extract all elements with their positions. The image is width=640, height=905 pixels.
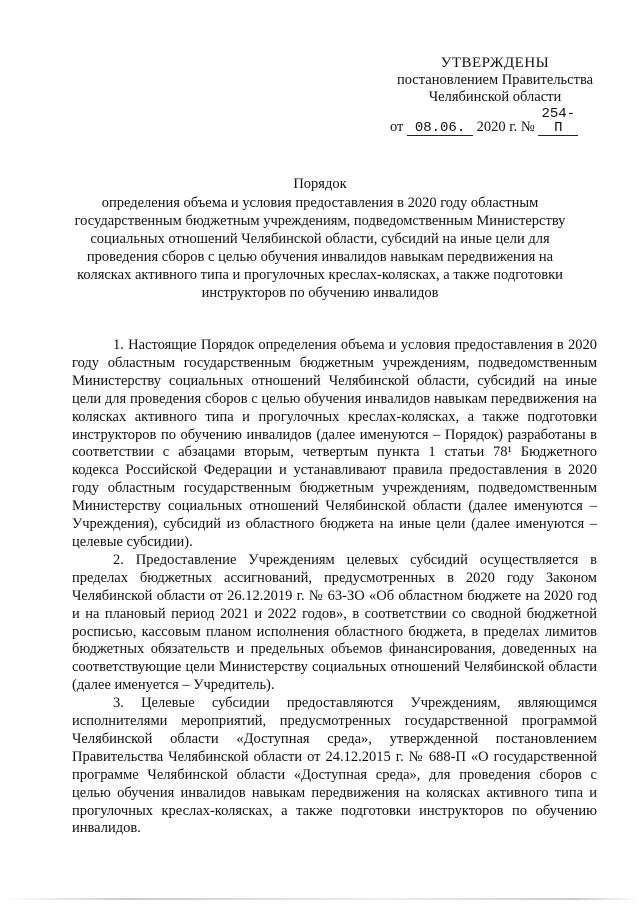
paragraph-1: 1. Настоящие Порядок определения объема и условия предоставления в 2020 году областным государственным бюджетным учреждениям, подведомственным Министерству социальных отношений Челябинской области, субсидий на иные цели для проведения сборов с целью обучения инвалидов навыкам передвижения на колясках активного типа и прогулочных креслах-колясках, а также подготовки инструкторов по обучению инвалидов (далее именуются – Порядок) разработаны в соответствии с абзацами вторым, четвертым пункта 1 статьи 78¹ Бюджетного кодекса Российской Федерации и устанавливают правила предоставления в 2020 году областным государственным бюджетным учреждениям, подведомственным Министерству социальных отношений Челябинской области (далее именуются – Учреждения), субсидий из областного бюджета на иные цели (далее именуются – целевые субсидии).	[72, 337, 597, 550]
approval-line-2: Челябинской области	[428, 89, 562, 105]
approval-date-line	[380, 107, 610, 136]
document-title: Порядок	[293, 176, 347, 192]
approval-date: 08.06.	[407, 121, 473, 136]
paragraph-3: 3. Целевые субсидии предоставляются Учреждениям, являющимся исполнителями мероприятий, предусмотренных государственной программой Челябинской области «Доступная среда», утвержденной постановлением Правительства Челябинской области от 24.12.2015 г. № 688-П «О государственной программе Челябинской области «Доступная среда», для проведения сборов с целью обучения инвалидов навыкам передвижения на колясках активного типа и прогулочных креслах-колясках, а также подготовки инструкторов по обучению инвалидов.	[72, 695, 597, 837]
approval-stamp	[380, 55, 610, 136]
approval-title: УТВЕРЖДЕНЫ	[440, 55, 550, 71]
scan-edge-mark	[0, 898, 640, 900]
approval-line-1: постановлением Правительства	[396, 72, 594, 88]
approval-year: 2020 г. №	[476, 119, 535, 135]
document-subtitle: определения объема и условия предоставления в 2020 году областным государственным бюджетным учреждениям, подведомственным Министерству социальных отношений Челябинской области, субсидий на иные цели для проведения сборов с целью обучения инвалидов навыкам передвижения на колясках активного типа и прогулочных креслах-колясках, а также подготовки инструкторов по обучению инвалидов	[74, 195, 566, 301]
approval-number: 254-П	[538, 107, 578, 136]
paragraph-2: 2. Предоставление Учреждениям целевых субсидий осуществляется в пределах бюджетных ассигнований, предусмотренных в 2020 году Законом Челябинской области от 26.12.2019 г. № 63-ЗО «Об областном бюджете на 2020 год и на плановый период 2021 и 2022 годов», в соответствии со сводной бюджетной росписью, кассовым планом исполнения областного бюджета, в пределах лимитов бюджетных обязательств и предельных объемов финансирования, доведенных на соответствующие цели Министерству социальных отношений Челябинской области (далее именуется – Учредитель).	[72, 551, 597, 694]
approval-date-prefix: от	[390, 119, 404, 135]
document-body	[72, 337, 597, 838]
